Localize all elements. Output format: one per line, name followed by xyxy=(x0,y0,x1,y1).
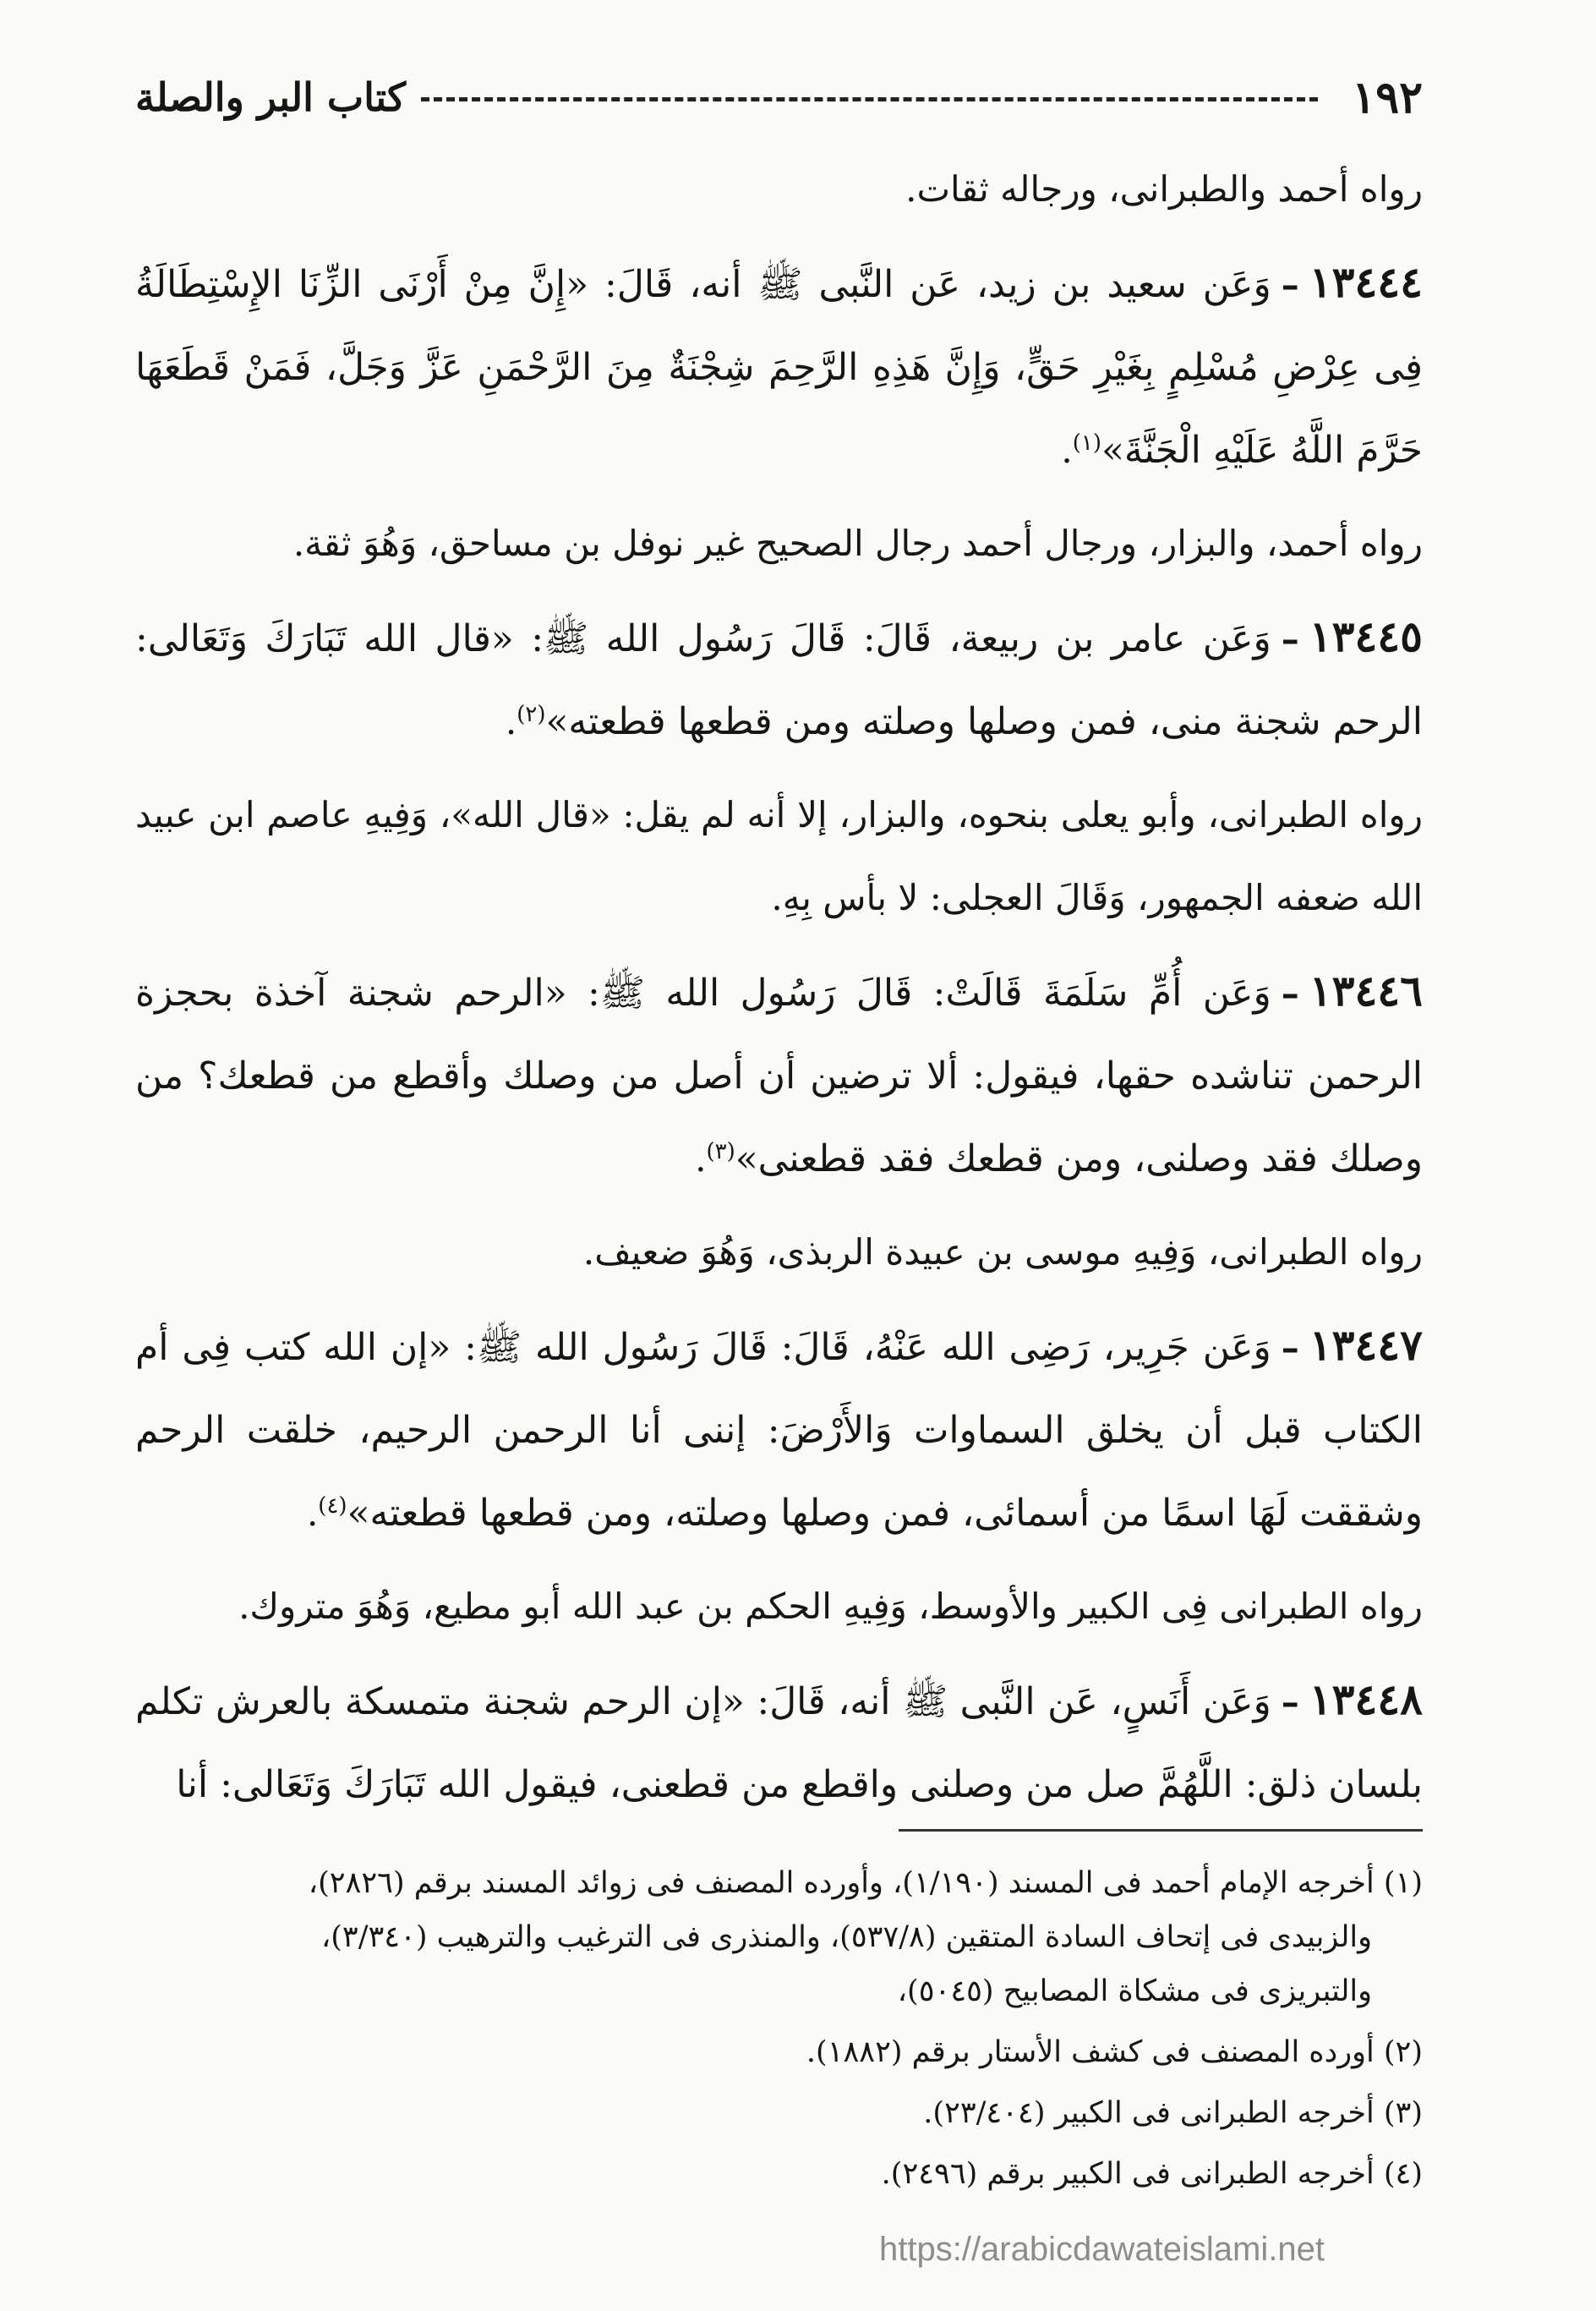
header-dashed-rule xyxy=(421,97,1318,101)
footnote-3: (٣) أخرجه الطبرانى فى الكبير (٢٣/٤٠٤). xyxy=(923,2096,1423,2130)
footnote-1-line-3: والتبريزى فى مشكاة المصابيح (٥٠٤٥)، xyxy=(897,1974,1372,2008)
hadith-number: ١٣٤٤٨ xyxy=(1309,1674,1423,1724)
hadith-text: وَعَن أَنَسٍ، عَن النَّبى ﷺ أنه، قَالَ: «إن الرحم شجنة متمسكة بالعرش تكلم بلسان ذلق: اللَّهُمَّ صل من وصلنى واقطع من قطعنى، فيقول الله تَبَارَكَ وَتَعَالى: أنا xyxy=(135,1680,1423,1806)
page-number: ١٩٢ xyxy=(1352,71,1423,123)
footnote-2: (٢) أورده المصنف فى كشف الأستار برقم (١٨٨٢). xyxy=(806,2035,1423,2069)
hadith-13446: ١٣٤٤٦–وَعَن أُمِّ سَلَمَةَ قَالَتْ: قَالَ رَسُول الله ﷺ: «الرحم شجنة آخذة بحجزة الرحمن تناشده حقها، فيقول: ألا ترضين أن أصل من وصلك وأقطع من قطعك؟ من وصلك فقد وصلنى، ومن قطعك فقد قطعنى»$^{(٣)}$. xyxy=(135,966,1423,1180)
running-title: كتاب البر والصلة xyxy=(135,74,406,120)
hadith-13444: ١٣٤٤٤–وَعَن سعيد بن زيد، عَن النَّبى ﷺ أنه، قَالَ: «إِنَّ مِنْ أَرْنَى الزِّنَا الإِسْتِطَالَةُ فِى عِرْضِ مُسْلِمٍ بِغَيْرِ حَقٍّ، وَإِنَّ هَذِهِ الرَّحِمَ شِجْنَةٌ مِنَ الرَّحْمَنِ عَزَّ وَجَلَّ، فَمَنْ قَطَعَهَا حَرَّمَ اللَّهُ عَلَيْهِ الْجَنَّةَ»$^{(١)}$. xyxy=(135,257,1423,472)
footnote-ref[interactable]: (٤) xyxy=(318,1493,347,1519)
hadith-number: ١٣٤٤٦ xyxy=(1309,966,1423,1016)
source-note-4: رواه الطبرانى، وَفِيهِ موسى بن عبيدة الربذى، وَهُوَ ضعيف. xyxy=(582,1231,1423,1273)
running-header xyxy=(135,68,1423,127)
source-note-2: رواه أحمد، والبزار، ورجال أحمد رجال الصحيح غير نوفل بن مساحق، وَهُوَ ثقة. xyxy=(292,523,1423,564)
footnote-1 xyxy=(135,1856,1423,2018)
footnote-1-line-2: والزبيدى فى إتحاف السادة المتقين (٥٣٧/٨)، والمنذرى فى الترغيب والترهيب (٣/٣٤٠)، xyxy=(320,1920,1372,1954)
hadith-text: وَعَن جَرِير، رَضِى الله عَنْهُ، قَالَ: قَالَ رَسُول الله ﷺ: «إن الله كتب فِى أم الكتاب قبل أن يخلق السماوات وَالأَرْضَ: إننى أنا الرحمن الرحيم، خلقت الرحم وشققت لَهَا اسمًا من أسمائى، فمن وصلها وصلته، ومن قطعها قطعته» xyxy=(135,1326,1423,1535)
hadith-13445: ١٣٤٤٥–وَعَن عامر بن ربيعة، قَالَ: قَالَ رَسُول الله ﷺ: «قال الله تَبَارَكَ وَتَعَالى: الرحم شجنة منى، فمن وصلها وصلته ومن قطعها قطعته»$^{(٢)}$. xyxy=(135,611,1423,743)
footnotes xyxy=(135,1856,1423,2208)
hadith-13448: ١٣٤٤٨–وَعَن أَنَسٍ، عَن النَّبى ﷺ أنه، قَالَ: «إن الرحم شجنة متمسكة بالعرش تكلم بلسان ذلق: اللَّهُمَّ صل من وصلنى واقطع من قطعنى، فيقول الله تَبَارَكَ وَتَعَالى: أنا xyxy=(135,1674,1423,1806)
hadith-number: ١٣٤٤٧ xyxy=(1309,1320,1423,1370)
hadith-text: وَعَن أُمِّ سَلَمَةَ قَالَتْ: قَالَ رَسُول الله ﷺ: «الرحم شجنة آخذة بحجزة الرحمن تناشده حقها، فيقول: ألا ترضين أن أصل من وصلك وأقطع من قطعك؟ من وصلك فقد وصلنى، ومن قطعك فقد قطعنى» xyxy=(135,972,1423,1180)
main-text xyxy=(135,148,1423,1837)
footnote-separator xyxy=(899,1829,1423,1832)
watermark-url: https://arabicdawateislami.net xyxy=(879,2231,1325,2268)
footnote-ref[interactable]: (٣) xyxy=(706,1139,735,1164)
hadith-text: وَعَن عامر بن ربيعة، قَالَ: قَالَ رَسُول الله ﷺ: «قال الله تَبَارَكَ وَتَعَالى: الرحم شجنة منى، فمن وصلها وصلته ومن قطعها قطعته» xyxy=(135,617,1423,743)
hadith-text: وَعَن سعيد بن زيد، عَن النَّبى ﷺ أنه، قَالَ: «إِنَّ مِنْ أَرْنَى الزِّنَا الإِسْتِطَالَةُ فِى عِرْضِ مُسْلِمٍ بِغَيْرِ حَقٍّ، وَإِنَّ هَذِهِ الرَّحِمَ شِجْنَةٌ مِنَ الرَّحْمَنِ عَزَّ وَجَلَّ، فَمَنْ قَطَعَهَا حَرَّمَ اللَّهُ عَلَيْهِ الْجَنَّةَ» xyxy=(135,263,1423,472)
hadith-13447: ١٣٤٤٧–وَعَن جَرِير، رَضِى الله عَنْهُ، قَالَ: قَالَ رَسُول الله ﷺ: «إن الله كتب فِى أم الكتاب قبل أن يخلق السماوات وَالأَرْضَ: إننى أنا الرحمن الرحيم، خلقت الرحم وشققت لَهَا اسمًا من أسمائى، فمن وصلها وصلته، ومن قطعها قطعته»$^{(٤)}$. xyxy=(135,1320,1423,1535)
source-note-1: رواه أحمد والطبرانى، ورجاله ثقات. xyxy=(905,168,1423,210)
footnote-ref[interactable]: (٢) xyxy=(517,702,546,727)
footnote-4: (٤) أخرجه الطبرانى فى الكبير برقم (٢٤٩٦). xyxy=(881,2157,1423,2191)
hadith-number: ١٣٤٤٥ xyxy=(1309,611,1423,661)
source-note-3: رواه الطبرانى، وأبو يعلى بنحوه، والبزار، إلا أنه لم يقل: «قال الله»، وَفِيهِ عاصم ابن عبيد الله ضعفه الجمهور، وَقَالَ العجلى: لا بأس بِهِ. xyxy=(135,794,1423,918)
footnote-1-line-1: (١) أخرجه الإمام أحمد فى المسند (١/١٩٠)، وأورده المصنف فى زوائد المسند برقم (٢٨٢٦)، xyxy=(308,1866,1423,1900)
footnote-ref[interactable]: (١) xyxy=(1072,430,1102,456)
source-note-5: رواه الطبرانى فِى الكبير والأوسط، وَفِيهِ الحكم بن عبد الله أبو مطيع، وَهُوَ متروك. xyxy=(238,1585,1423,1627)
hadith-number: ١٣٤٤٤ xyxy=(1309,257,1423,307)
